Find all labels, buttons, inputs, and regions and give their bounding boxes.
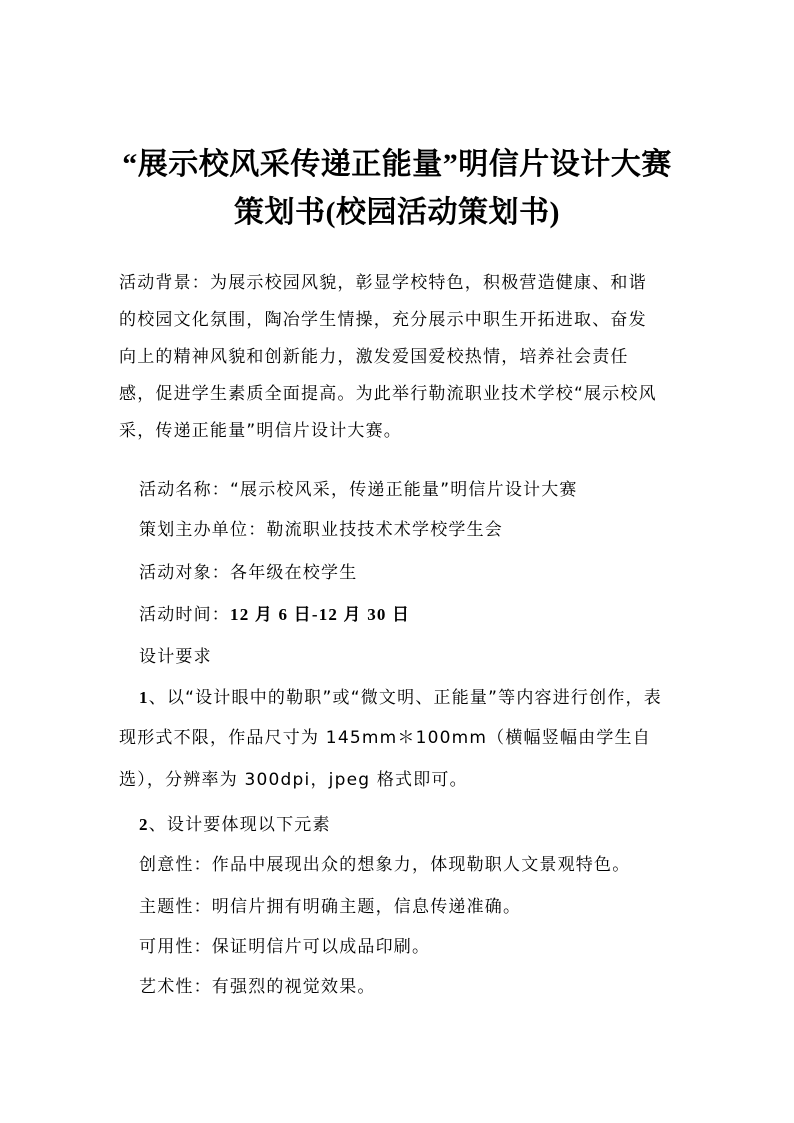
element-theme: 主题性：明信片拥有明确主题，信息传递准确。 xyxy=(139,897,522,917)
requirement-1-number: 1 xyxy=(139,688,149,707)
requirement-2-number: 2 xyxy=(139,815,149,834)
requirement-1-line-3: 选），分辨率为 300dpi，jpeg 格式即可。 xyxy=(119,770,468,790)
activity-name: 活动名称：“展示校风采，传递正能量”明信片设计大赛 xyxy=(139,480,578,500)
audience: 活动对象：各年级在校学生 xyxy=(139,563,358,583)
requirement-1-line-1 xyxy=(139,686,662,710)
activity-time-value: 12 月 6 日-12 月 30 日 xyxy=(230,605,411,624)
design-requirements-heading: 设计要求 xyxy=(139,647,212,667)
requirement-2 xyxy=(139,813,331,837)
requirement-1-line-2: 现形式不限，作品尺寸为 145mm＊100mm（横幅竖幅由学生自 xyxy=(119,728,651,748)
document-title-line-1: “展示校风采传递正能量”明信片设计大赛 xyxy=(122,148,672,181)
element-usability: 可用性：保证明信片可以成品印刷。 xyxy=(139,937,431,957)
organizer: 策划主办单位：勒流职业技技术术学校学生会 xyxy=(139,520,503,540)
activity-time xyxy=(139,603,410,627)
requirement-1-text: 、以“设计眼中的勒职”或“微文明、正能量”等内容进行创作，表 xyxy=(148,688,662,708)
background-line: 的校园文化氛围，陶冶学生情操，充分展示中职生开拓进取、奋发 xyxy=(119,310,647,330)
requirement-2-text: 、设计要体现以下元素 xyxy=(148,815,331,835)
document-title-line-2: 策划书(校园活动策划书) xyxy=(234,196,560,229)
background-line: 感，促进学生素质全面提高。为此举行勒流职业技术学校“展示校风 xyxy=(119,384,657,404)
activity-time-label: 活动时间： xyxy=(139,605,230,625)
background-line: 向上的精神风貌和创新能力，激发爱国爱校热情，培养社会责任 xyxy=(119,347,629,367)
element-artistry: 艺术性：有强烈的视觉效果。 xyxy=(139,977,376,997)
element-creativity: 创意性：作品中展现出众的想象力，体现勒职人文景观特色。 xyxy=(139,855,631,875)
background-line: 采，传递正能量”明信片设计大赛。 xyxy=(119,421,403,441)
background-line: 活动背景：为展示校园风貌，彰显学校特色，积极营造健康、和谐 xyxy=(119,273,647,293)
